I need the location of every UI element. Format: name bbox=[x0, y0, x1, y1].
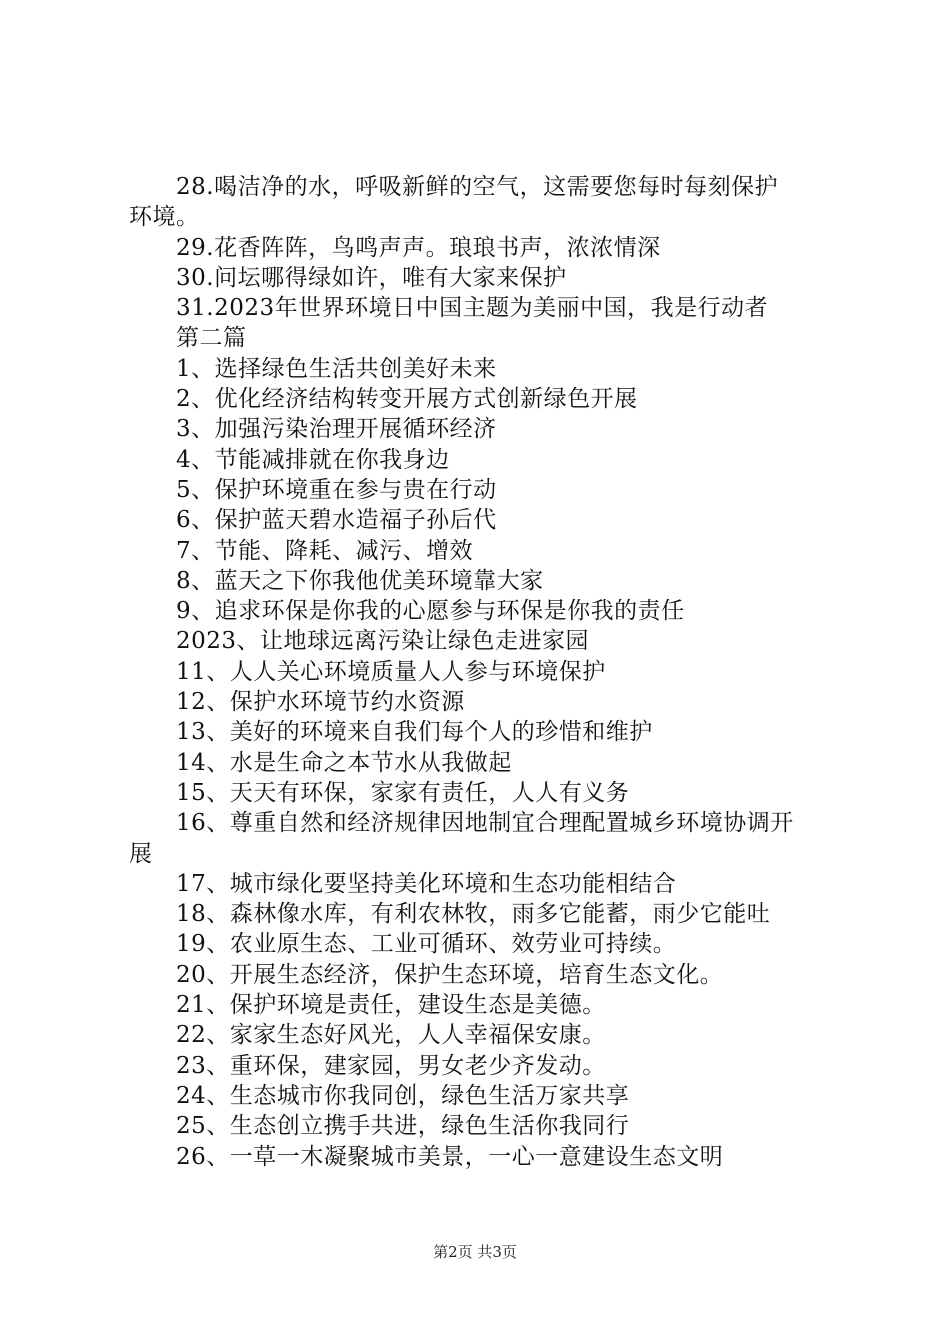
text-line: 1、选择绿色生活共创美好未来 bbox=[176, 355, 497, 382]
text-line: 31.2023年世界环境日中国主题为美丽中国，我是行动者 bbox=[176, 295, 769, 322]
text-line: 14、水是生命之本节水从我做起 bbox=[176, 749, 512, 776]
text-line: 21、保护环境是责任，建设生态是美德。 bbox=[176, 992, 606, 1019]
page-footer: 第2页 共3页 bbox=[433, 1243, 517, 1261]
text-line: 11、人人关心环境质量人人参与环境保护 bbox=[176, 658, 606, 685]
text-line: 15、天天有环保，家家有责任，人人有义务 bbox=[176, 779, 630, 806]
text-line: 9、追求环保是你我的心愿参与环保是你我的责任 bbox=[176, 598, 685, 625]
text-line: 环境。 bbox=[129, 204, 200, 231]
text-line: 8、蓝天之下你我他优美环境靠大家 bbox=[176, 567, 544, 594]
text-line: 2、优化经济结构转变开展方式创新绿色开展 bbox=[176, 386, 638, 413]
text-line: 22、家家生态好风光，人人幸福保安康。 bbox=[176, 1022, 606, 1049]
text-line: 25、生态创立携手共进，绿色生活你我同行 bbox=[176, 1113, 630, 1140]
text-line: 30.问坛哪得绿如许，唯有大家来保护 bbox=[176, 264, 567, 291]
text-line: 28.喝洁净的水，呼吸新鲜的空气，这需要您每时每刻保护 bbox=[176, 174, 779, 200]
text-line: 12、保护水环境节约水资源 bbox=[176, 689, 465, 716]
text-line: 第二篇 bbox=[176, 325, 247, 352]
text-line: 19、农业原生态、工业可循环、效劳业可持续。 bbox=[176, 931, 677, 958]
text-line: 24、生态城市你我同创，绿色生活万家共享 bbox=[176, 1082, 630, 1109]
text-line: 4、节能减排就在你我身边 bbox=[176, 446, 450, 473]
text-line: 7、节能、降耗、减污、增效 bbox=[176, 537, 474, 564]
text-line: 26、一草一木凝聚城市美景，一心一意建设生态文明 bbox=[176, 1143, 724, 1170]
text-line: 5、保护环境重在参与贵在行动 bbox=[176, 476, 497, 503]
text-line: 3、加强污染治理开展循环经济 bbox=[176, 416, 497, 443]
text-line: 23、重环保，建家园，男女老少齐发动。 bbox=[176, 1052, 606, 1079]
text-line: 18、森林像水库，有利农林牧，雨多它能蓄，雨少它能吐 bbox=[176, 901, 771, 928]
text-line: 17、城市绿化要坚持美化环境和生态功能相结合 bbox=[176, 870, 677, 897]
document-body bbox=[129, 172, 829, 1172]
text-line: 2023、让地球远离污染让绿色走进家园 bbox=[176, 628, 590, 655]
text-line: 29.花香阵阵，鸟鸣声声。琅琅书声，浓浓情深 bbox=[176, 234, 661, 261]
text-line: 16、尊重自然和经济规律因地制宜合理配置城乡环境协调开 bbox=[176, 810, 794, 837]
text-line: 20、开展生态经济，保护生态环境，培育生态文化。 bbox=[176, 961, 724, 988]
text-line: 展 bbox=[129, 840, 153, 867]
text-line: 6、保护蓝天碧水造福子孙后代 bbox=[176, 507, 497, 534]
text-line: 13、美好的环境来自我们每个人的珍惜和维护 bbox=[176, 719, 653, 746]
